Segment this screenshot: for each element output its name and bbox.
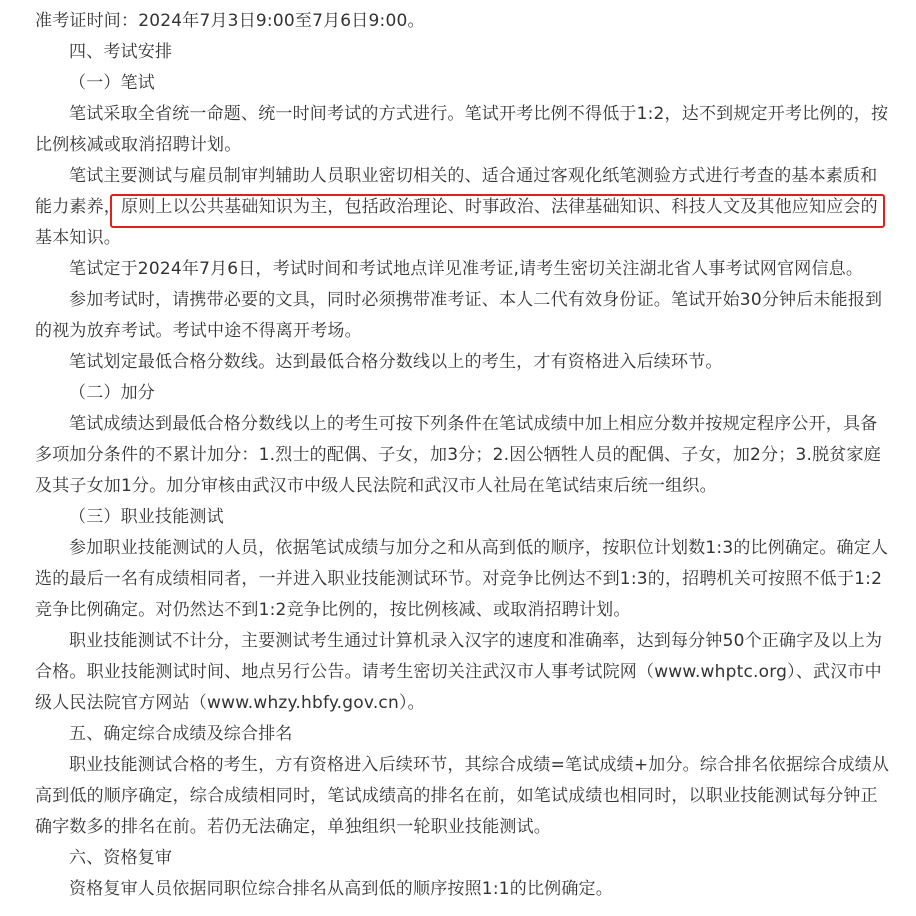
skill-test-content: 职业技能测试不计分，主要测试考生通过计算机录入汉字的速度和准确率，达到每分钟50个正确字及以上为合格。职业技能测试时间、地点另行公告。请考生密切关注武汉市人事考试院网（www.whptc.org）、武汉市中级人民法院官方网站（www.whzy.hbfy.gov.cn）。 <box>35 631 883 713</box>
subsection-written-heading: （一）笔试 <box>69 73 155 93</box>
admission-ticket-time: 准考证时间：2024年7月3日9:00至7月6日9:00。 <box>35 11 425 31</box>
composite-score-rules: 职业技能测试合格的考生，方有资格进入后续环节，其综合成绩=笔试成绩+加分。综合排名依据综合成绩从高到低的顺序确定，综合成绩相同时，笔试成绩高的排名在前，如笔试成绩也相同时，以职业技能测试每分钟正确字数多的排名在前。若仍无法确定，单独组织一轮职业技能测试。 <box>35 755 890 837</box>
bonus-rules: 笔试成绩达到最低合格分数线以上的考生可按下列条件在笔试成绩中加上相应分数并按规定程序公开，具备多项加分条件的不累计加分：1.烈士的配偶、子女，加3分；2.因公牺牲人员的配偶、子女，加2分；3.脱贫家庭及其子女加1分。加分审核由武汉市中级人民法院和武汉市人社局在笔试结束后统一组织。 <box>35 414 881 496</box>
subsection-skill-test-heading: （三）职业技能测试 <box>69 507 224 527</box>
document-body <box>35 6 891 905</box>
section-5-heading: 五、确定综合成绩及综合排名 <box>69 724 293 744</box>
qualification-review: 资格复审人员依据同职位综合排名从高到低的顺序按照1:1的比例确定。 <box>69 879 613 899</box>
section-6-heading: 六、资格复审 <box>69 848 173 868</box>
subsection-bonus-heading: （二）加分 <box>69 383 155 403</box>
written-exam-minimum-score: 笔试划定最低合格分数线。达到最低合格分数线以上的考生，才有资格进入后续环节。 <box>69 352 723 372</box>
section-4-heading: 四、考试安排 <box>69 42 173 62</box>
written-exam-method: 笔试采取全省统一命题、统一时间考试的方式进行。笔试开考比例不得低于1:2，达不到规定开考比例的，按比例核减或取消招聘计划。 <box>35 104 889 155</box>
written-exam-requirements: 参加考试时，请携带必要的文具，同时必须携带准考证、本人二代有效身份证。笔试开始30分钟后未能报到的视为放弃考试。考试中途不得离开考场。 <box>35 290 883 341</box>
written-exam-date: 笔试定于2024年7月6日，考试时间和考试地点详见准考证,请考生密切关注湖北省人事考试网官网信息。 <box>69 259 864 279</box>
written-exam-content: 笔试主要测试与雇员制审判辅助人员职业密切相关的、适合通过客观化纸笔测验方式进行考查的基本素质和能力素养，原则上以公共基础知识为主，包括政治理论、时事政治、法律基础知识、科技人文及其他应知应会的基本知识。 <box>35 166 878 248</box>
skill-test-selection: 参加职业技能测试的人员，依据笔试成绩与加分之和从高到低的顺序，按职位计划数1:3的比例确定。确定人选的最后一名有成绩相同者，一并进入职业技能测试环节。对竞争比例达不到1:3的，招聘机关可按照不低于1:2竞争比例确定。对仍然达不到1:2竞争比例的，按比例核减、或取消招聘计划。 <box>35 538 889 620</box>
